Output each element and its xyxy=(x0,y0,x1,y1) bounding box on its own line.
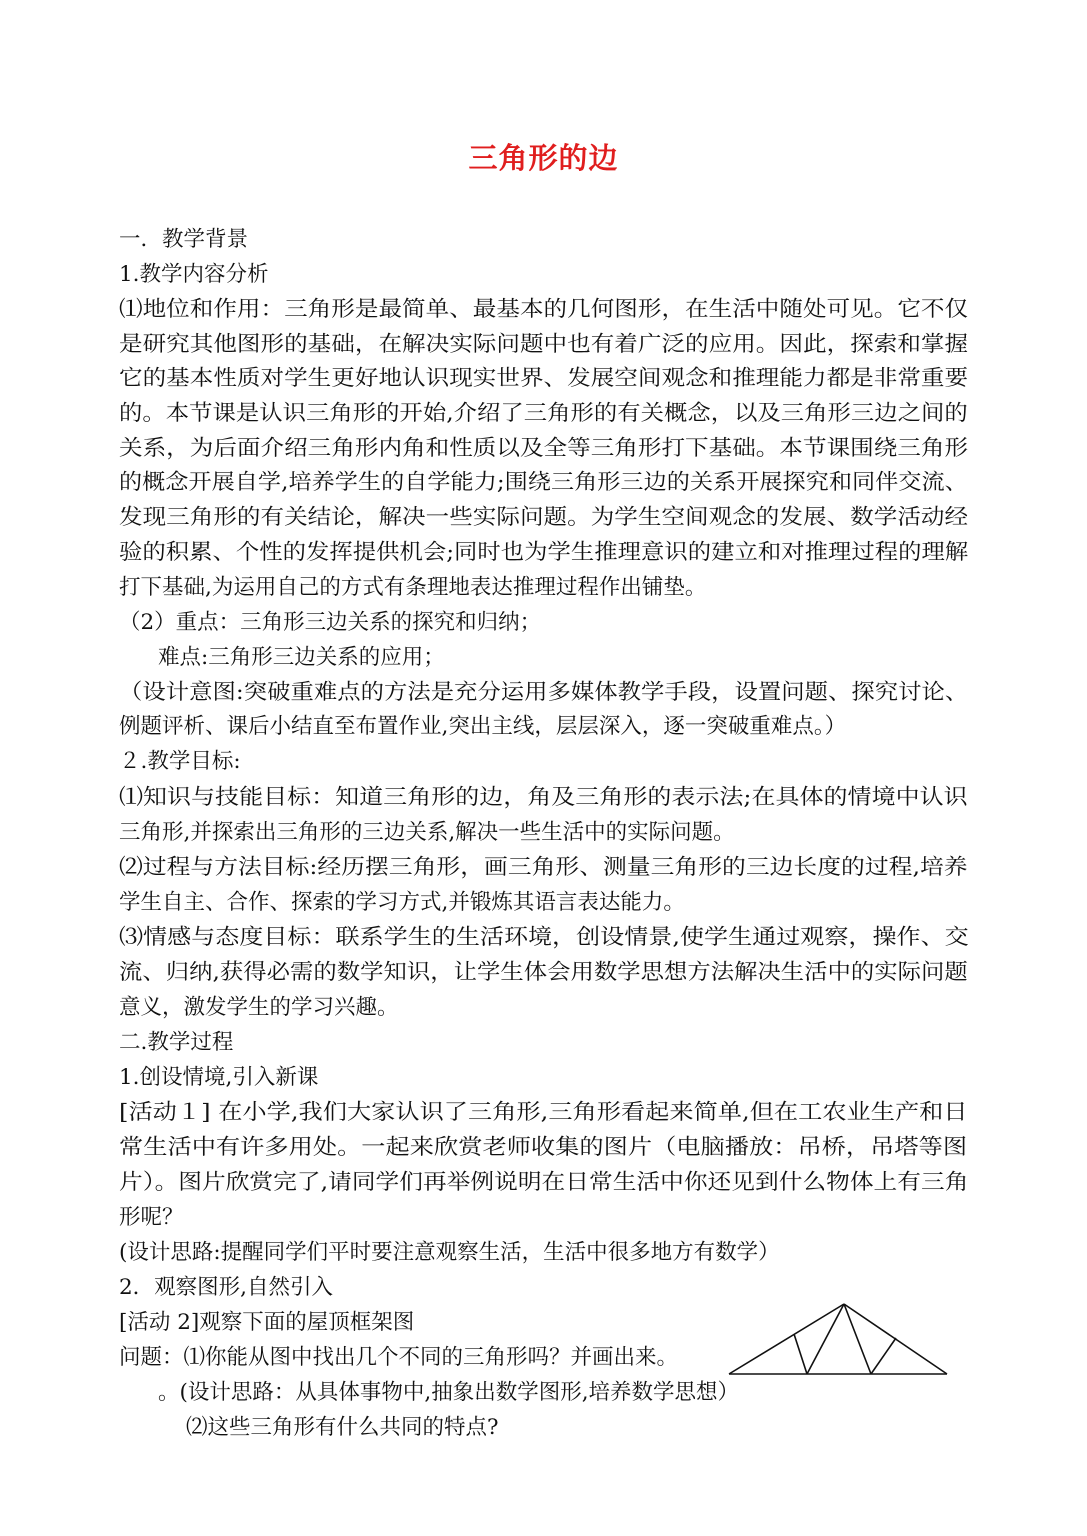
text-line: ⑴知识与技能目标：知道三角形的边，角及三角形的表示法;在具体的情境中认识 xyxy=(119,785,968,810)
text-line: 问题：⑴你能从图中找出几个不同的三角形吗？并画出来。 xyxy=(119,1345,679,1370)
page-title: 三角形的边 xyxy=(468,141,619,175)
text-line: 形呢？ xyxy=(119,1205,184,1230)
truss-left-rafter xyxy=(729,1304,844,1374)
text-line: 学生自主、合作、探索的学习方式,并锻炼其语言表达能力。 xyxy=(119,890,685,915)
text-line: 。(设计思路：从具体事物中,抽象出数学图形,培养数学思想） xyxy=(158,1380,740,1405)
truss-web-4 xyxy=(871,1338,896,1374)
text-line: 片）。图片欣赏完了,请同学们再举例说明在日常生活中你还见到什么物体上有三角 xyxy=(119,1170,969,1195)
text-line: 流、归纳,获得必需的数学知识，让学生体会用数学思想方法解决生活中的实际问题 xyxy=(119,960,968,985)
text-line: ⑴地位和作用：三角形是最简单、最基本的几何图形，在生活中随处可见。它不仅 xyxy=(119,297,969,322)
text-line: 二.教学过程 xyxy=(119,1030,234,1055)
text-line: 它的基本性质对学生更好地认识现实世界、发展空间观念和推理能力都是非常重要 xyxy=(119,366,969,391)
text-line: 意义，激发学生的学习兴趣。 xyxy=(119,995,399,1020)
truss-web-3 xyxy=(844,1304,871,1374)
truss-web-1 xyxy=(794,1334,807,1374)
text-line: 是研究其他图形的基础，在解决实际问题中也有着广泛的应用。因此，探索和掌握 xyxy=(119,332,969,357)
text-line: 验的积累、个性的发挥提供机会;同时也为学生推理意识的建立和对推理过程的理解 xyxy=(119,540,969,565)
text-line: 难点:三角形三边关系的应用； xyxy=(158,645,445,670)
roof-truss-diagram xyxy=(726,1300,950,1380)
text-line: （设计意图:突破重难点的方法是充分运用多媒体教学手段，设置问题、探究讨论、 xyxy=(119,680,969,705)
text-line: ２.教学目标: xyxy=(119,749,241,774)
text-line: 打下基础,为运用自己的方式有条理地表达推理过程作出铺垫。 xyxy=(119,575,707,600)
text-line: 一．教学背景 xyxy=(119,227,249,252)
text-line: 发现三角形的有关结论，解决一些实际问题。为学生空间观念的发展、数学活动经 xyxy=(119,505,969,530)
text-line: ⑶情感与态度目标：联系学生的生活环境，创设情景,使学生通过观察，操作、交 xyxy=(119,925,969,950)
text-line: 关系，为后面介绍三角形内角和性质以及全等三角形打下基础。本节课围绕三角形 xyxy=(119,436,969,461)
text-line: 1.创设情境,引入新课 xyxy=(119,1065,319,1090)
text-line: 2．观察图形,自然引入 xyxy=(119,1275,334,1300)
text-line: 的。本节课是认识三角形的开始,介绍了三角形的有关概念，以及三角形三边之间的 xyxy=(119,401,968,426)
text-line: 常生活中有许多用处。一起来欣赏老师收集的图片（电脑播放：吊桥，吊塔等图 xyxy=(119,1135,968,1160)
text-line: 例题评析、课后小结直至布置作业,突出主线，层层深入，逐一突破重难点。） xyxy=(119,714,847,739)
text-line: [活动１] 在小学,我们大家认识了三角形,三角形看起来简单,但在工农业生产和日 xyxy=(119,1100,968,1125)
text-line: 1.教学内容分析 xyxy=(119,262,269,287)
text-line: [活动 2]观察下面的屋顶框架图 xyxy=(119,1310,415,1335)
text-line: (设计思路:提醒同学们平时要注意观察生活，生活中很多地方有数学） xyxy=(119,1240,780,1265)
text-line: ⑵过程与方法目标:经历摆三角形，画三角形、测量三角形的三边长度的过程,培养 xyxy=(119,855,968,880)
text-line: （2）重点：三角形三边关系的探究和归纳； xyxy=(119,610,542,635)
text-line: 三角形,并探索出三角形的三边关系,解决一些生活中的实际问题。 xyxy=(119,820,735,845)
text-line: ⑵这些三角形有什么共同的特点? xyxy=(186,1415,499,1440)
text-line: 的概念开展自学,培养学生的自学能力;围绕三角形三边的关系开展探究和同伴交流、 xyxy=(119,470,968,495)
